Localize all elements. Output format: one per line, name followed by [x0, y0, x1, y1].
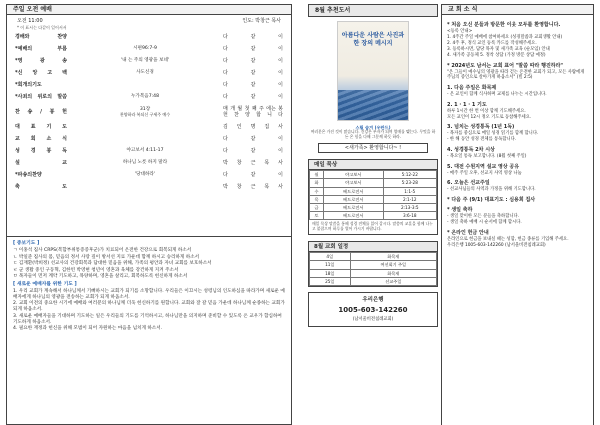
schedule-row: [310, 261, 437, 269]
new-members-list: [13, 289, 285, 332]
order-detail-text: 사도신경: [136, 70, 154, 76]
news-line: "온 그들이 예수님의 영광을 따라 걷는 온전한 교회가 되고, 모든 사람에게 주님의 증인으로 살아가게 하옵소서" (빌 2:5): [447, 69, 585, 81]
reading-range: 5:23-28: [383, 179, 436, 187]
reading-range: 1:1-5: [383, 187, 436, 195]
book-header: 8월 추천도서: [309, 5, 437, 16]
order-detail: [67, 46, 223, 52]
order-row: [15, 79, 283, 91]
news-line: 4. 새가족 공동체 5. 정착 상담 (가정 방문 상담 예정): [447, 53, 546, 59]
news-heading: 2. 1 · 1 · 1 기도: [447, 101, 487, 108]
schedule-date: 11일: [310, 261, 351, 269]
news-column: [441, 4, 594, 425]
order-row: [15, 103, 283, 121]
order-leader: 박 창 근 목 사: [223, 183, 283, 190]
reading-row: [310, 204, 437, 212]
order-detail-text: '당대하라': [134, 172, 156, 178]
news-line: - 선교사님들의 사역과 가정을 위해 기도합니다.: [447, 187, 536, 193]
order-row: [15, 157, 283, 169]
order-leader: 다 같 이: [223, 45, 283, 52]
book-cover-title: 아름다운 사람은 사진과 한 장의 메시지: [341, 32, 405, 47]
reading-row: [310, 195, 437, 203]
reading-book: 야고보서: [324, 171, 384, 179]
news-line: - 목자를 중심으로 매일 성경 읽기를 함께 합니다.: [447, 131, 539, 137]
news-line: 하루 1시간 한 번 이상 함께 기도해주세요.: [447, 108, 526, 114]
order-row: [15, 181, 283, 193]
news-heading: * 2024년도 남서는 교회 표어 "말씀 따라 행진하라": [447, 62, 564, 69]
new-member-prayer: 4. 필요한 재정과 헌신을 위해 모범이 되어 자원하는 마음을 넘치게 하소서.: [13, 326, 163, 332]
news-line: 모든 교인이 12시 정오 기도로 동참해주세요.: [447, 114, 532, 120]
news-line: - 생일 맞이한 모든 분들을 축하합니다.: [447, 214, 520, 220]
order-leader: 다 같 이: [223, 135, 283, 142]
order-detail-sub: 찬양하라 복되신 구세주 예수: [119, 112, 171, 118]
order-row: [15, 67, 283, 79]
prayer-section: [6, 237, 292, 425]
reading-range: 5:12-22: [383, 171, 436, 179]
schedule-date: 25일: [310, 277, 351, 285]
order-item: 경배와 찬양: [15, 33, 67, 40]
order-detail: [67, 148, 223, 154]
order-row: [15, 31, 283, 43]
bank-account: 1005-603-142260: [338, 305, 408, 314]
reading-range: 2:1-12: [383, 195, 436, 203]
reading-row: [310, 179, 437, 187]
new-member-prayer: 3. 새로운 예배자들을 기대하며 기도하는 일은 우리들의 기도를 기억하시고, 하나님만을 의지하며 준비할 수 있도록 온 교우가 합심하여 기도하게 하옵소서.: [13, 313, 282, 325]
reading-book: 베드로전서: [324, 204, 384, 212]
reading-book: 야고보서: [324, 179, 384, 187]
book-cover: [337, 21, 409, 121]
reading-range: 3:6-18: [383, 212, 436, 220]
order-leader: 다 같 이: [223, 171, 283, 178]
order-item: 성 경 봉 독: [15, 147, 67, 154]
order-leader: 다 같 이: [223, 147, 283, 154]
order-detail-text: '내 는 주의 영광을 보네': [120, 58, 170, 64]
reading-row: [310, 187, 437, 195]
service-leader: 인도: 박창근 목사: [242, 18, 281, 24]
order-item: 설 교: [15, 159, 67, 166]
order-detail: [67, 94, 223, 100]
news-heading: 5. 대전 수원지역 설교 영상 공유: [447, 163, 520, 170]
reading-book: 베드로전서: [324, 187, 384, 195]
new-members-title: [ 새로운 예배자를 위한 기도 ]: [13, 281, 77, 287]
news-line: - 한 해 동안 성경 전체를 통독합니다.: [447, 137, 517, 143]
news-line: 2. 4주 후, 정식 교인 등록 카드를 작성해주세요.: [447, 41, 537, 47]
prayer-item: ㄹ 군 생활 중인 구동혁, 김한빈 박영현 청년이 영혼과 육체를 강건하게 지켜 주소서: [13, 267, 179, 273]
news-heading: * 온라인 헌금 안내: [447, 229, 489, 236]
order-item: *영 광 송: [15, 57, 67, 64]
book-name: 스릴 숨겨 (우란드): [355, 125, 391, 130]
order-item: *사죄의 위로의 말씀: [15, 93, 67, 100]
order-leader: 다 같 이: [223, 93, 283, 100]
news-line: 3. 등록하시면, 담당 목자 및 새가족 교육 (순모임) 안내: [447, 47, 550, 53]
reading-table: [309, 170, 437, 220]
schedule-event: 여선회기 주일: [350, 261, 436, 269]
schedule-event: 화목제: [350, 253, 436, 261]
order-leader: 박 창 근 목 사: [223, 159, 283, 166]
order-detail: [67, 160, 223, 166]
reading-day: 토: [310, 212, 324, 220]
order-item: 대 표 기 도: [15, 123, 67, 130]
news-list: [441, 15, 594, 425]
news-heading: 3. 넘치는 성경통독 (1년 1독): [447, 124, 515, 131]
worship-column: [6, 4, 292, 425]
news-line: - 생일 축하 예배 시 순서에 함께 합시다.: [447, 220, 522, 226]
order-leader: 다 같 이: [223, 69, 283, 76]
prayer-item: ㅁ 목자들이 먼저 계약 기도하고, 목양하며, 영혼을 살리고, 회복하도록 헌신하게 하소서: [13, 274, 188, 280]
reading-book: 베드로전서: [324, 212, 384, 220]
news-line: - 온 교인이 함께 식사하며 교제를 나누는 시간입니다.: [447, 92, 547, 98]
reading-note: 매일 묵상 말씀을 통해 성경 전체를 읽어 갑시다. 말씀의 교훈을 함께 나누고 붙잡으며 하루를 열어 가시기 바랍니다.: [312, 221, 433, 232]
schedule-title: 8월 교회 일정: [309, 242, 437, 252]
order-item: 찬 송 / 봉 헌: [15, 108, 67, 115]
prayer-title: [ 중보기도 ]: [13, 241, 40, 246]
order-detail: [67, 107, 223, 118]
service-time: 오전 11:00: [17, 18, 43, 24]
reading-row: [310, 212, 437, 220]
order-row: [15, 121, 283, 133]
order-detail-text: 하나님 노릇 하지 말라: [122, 160, 168, 166]
church-schedule: [308, 241, 438, 287]
prayer-list: [13, 248, 285, 280]
order-row: [15, 145, 283, 157]
order-row: [15, 43, 283, 55]
reading-row: [310, 171, 437, 179]
order-row: [15, 55, 283, 67]
order-leader: 다 같 이: [223, 81, 283, 88]
worship-order: [6, 15, 292, 237]
new-member-prayer: 1. 우리 교회가 계속해서 하나님께서 기뻐하시는 교회가 되기를 소망합니다. 우리들은 이끄시는 성령님의 인도하심을 따라가며 새로운 예배자에게 하나님의 영광을 전송하는 교회가 되게 하옵소서.: [13, 288, 285, 300]
account-holder: (남서울비전침례교회): [352, 316, 394, 322]
order-list: [15, 31, 283, 193]
reading-day: 화: [310, 179, 324, 187]
schedule-row: [310, 253, 437, 261]
news-line: 우리은행 1005-603-142260 (남서울비전침례교회): [447, 242, 546, 248]
order-detail: [67, 58, 223, 64]
daily-reading: [308, 159, 438, 235]
order-leader: 김 인 명 집 사: [223, 123, 283, 130]
wave-image: [338, 90, 408, 120]
schedule-date: 4일: [310, 253, 351, 261]
prayer-item: ㄱ 이홍석 집사 CRPS(복합부위통증증후군)가 치료되어 온전한 건강으로 회복되게 하소서: [13, 248, 192, 254]
news-header: 교 회 소 식: [441, 4, 594, 15]
news-line: - 매주 주일 오후, 선교지 사역 영상 나눔: [447, 170, 522, 176]
news-heading: 6. 오늘은 선교주일: [447, 180, 490, 187]
order-detail-text: 누가복음7:48: [130, 94, 160, 100]
news-line: 온라인으로 헌금을 보내실 때는 성함, 헌금 종류를 기입해 주세요.: [447, 236, 569, 242]
reading-book: 베드로전서: [324, 195, 384, 203]
news-heading: * 처음 오신 분들과 방문한 이웃 모두를 환영합니다.: [447, 22, 561, 28]
book-description: 여러분은 가진 것이 많습니다. 건강은 부자가 되며 열매를 맺는다. 무엇을 하든 온 힘을 다해 그분께 하듯 하라.: [310, 129, 436, 140]
bank-box: [308, 292, 438, 327]
news-heading: 1. 다음 주일은 화목제: [447, 85, 497, 92]
prayer-item: ㄴ 박일준 집사의 몸, 믿음의 정서 사랑 깊이 방서선 지료 가운데 함께 하시고 승리하게 하소서: [13, 254, 200, 260]
order-item: *예배의 부름: [15, 45, 67, 52]
order-leader: 다 같 이: [223, 33, 283, 40]
news-line: 1. 4주간 주일 예배에 참여하세요 (성경말씀과 교회생활 안내): [447, 35, 563, 41]
new-member-prayer: 2. 교회 이전의 중요한 시기에 예배와 여러분의 하나님께 더욱 헌신하기를 원합니다. 교회와 잘 갈 믿음 가운데 하나님께 순종하는 교회가 되게 하옵소서.: [13, 301, 285, 313]
worship-header: 주일 오전 예배: [6, 4, 292, 15]
reading-range: 2:13-3:5: [383, 204, 436, 212]
order-item: *파송의찬양: [15, 171, 42, 178]
schedule-date: 18일: [310, 269, 351, 277]
order-detail: [67, 172, 223, 178]
schedule-event: 화목제: [350, 269, 436, 277]
reading-day: 월: [310, 171, 324, 179]
prayer-item: ㄷ 김재환(박희정) 선교사의 건강회복과 담대한 믿음을 위해, 가족의 평안과 자녀 교회를 보호하소서: [13, 261, 212, 267]
order-detail: [67, 70, 223, 76]
order-item: *신 앙 고 백: [15, 69, 67, 76]
order-leader: 매 개 월 첫 째 주 에는 봉 헌 찬 양 합 니 다: [223, 105, 283, 118]
order-row: [15, 169, 283, 181]
order-row: [15, 91, 283, 103]
order-detail-text: 야고보서 4:11-17: [126, 148, 164, 154]
order-detail-text: 시편96:7-9: [133, 46, 157, 52]
reading-title: 매일 묵상: [309, 160, 437, 170]
schedule-row: [310, 277, 437, 285]
schedule-row: [310, 269, 437, 277]
middle-column: [308, 4, 438, 327]
order-item: 교 회 소 식: [15, 135, 67, 142]
schedule-table: [309, 252, 437, 286]
news-heading: 4. 성경통독 2차 시상: [447, 146, 495, 153]
order-row: [15, 133, 283, 145]
news-line: - 목요일 통독 보고합니다. (8월 첫째 주일): [447, 153, 527, 159]
news-heading: * 다음 주 (9/1) 대표기도 : 심용희 집사: [447, 196, 536, 203]
reading-day: 금: [310, 204, 324, 212]
news-heading: * 생일 축하: [447, 207, 473, 214]
order-detail-text: 31장: [139, 106, 151, 112]
standing-note: * 이 표시는 다같이 일어서서: [17, 25, 67, 30]
order-item: *회개의기도: [15, 81, 42, 88]
reading-day: 목: [310, 195, 324, 203]
order-item: 축 도: [15, 183, 67, 190]
welcome-banner: <새가족> 환영합니다~ !: [318, 143, 428, 153]
reading-day: 수: [310, 187, 324, 195]
order-leader: 다 같 이: [223, 57, 283, 64]
news-line: <등록 안내>: [447, 29, 473, 34]
bank-name: 우리은행: [362, 297, 384, 304]
schedule-event: 선교주일: [350, 277, 436, 285]
